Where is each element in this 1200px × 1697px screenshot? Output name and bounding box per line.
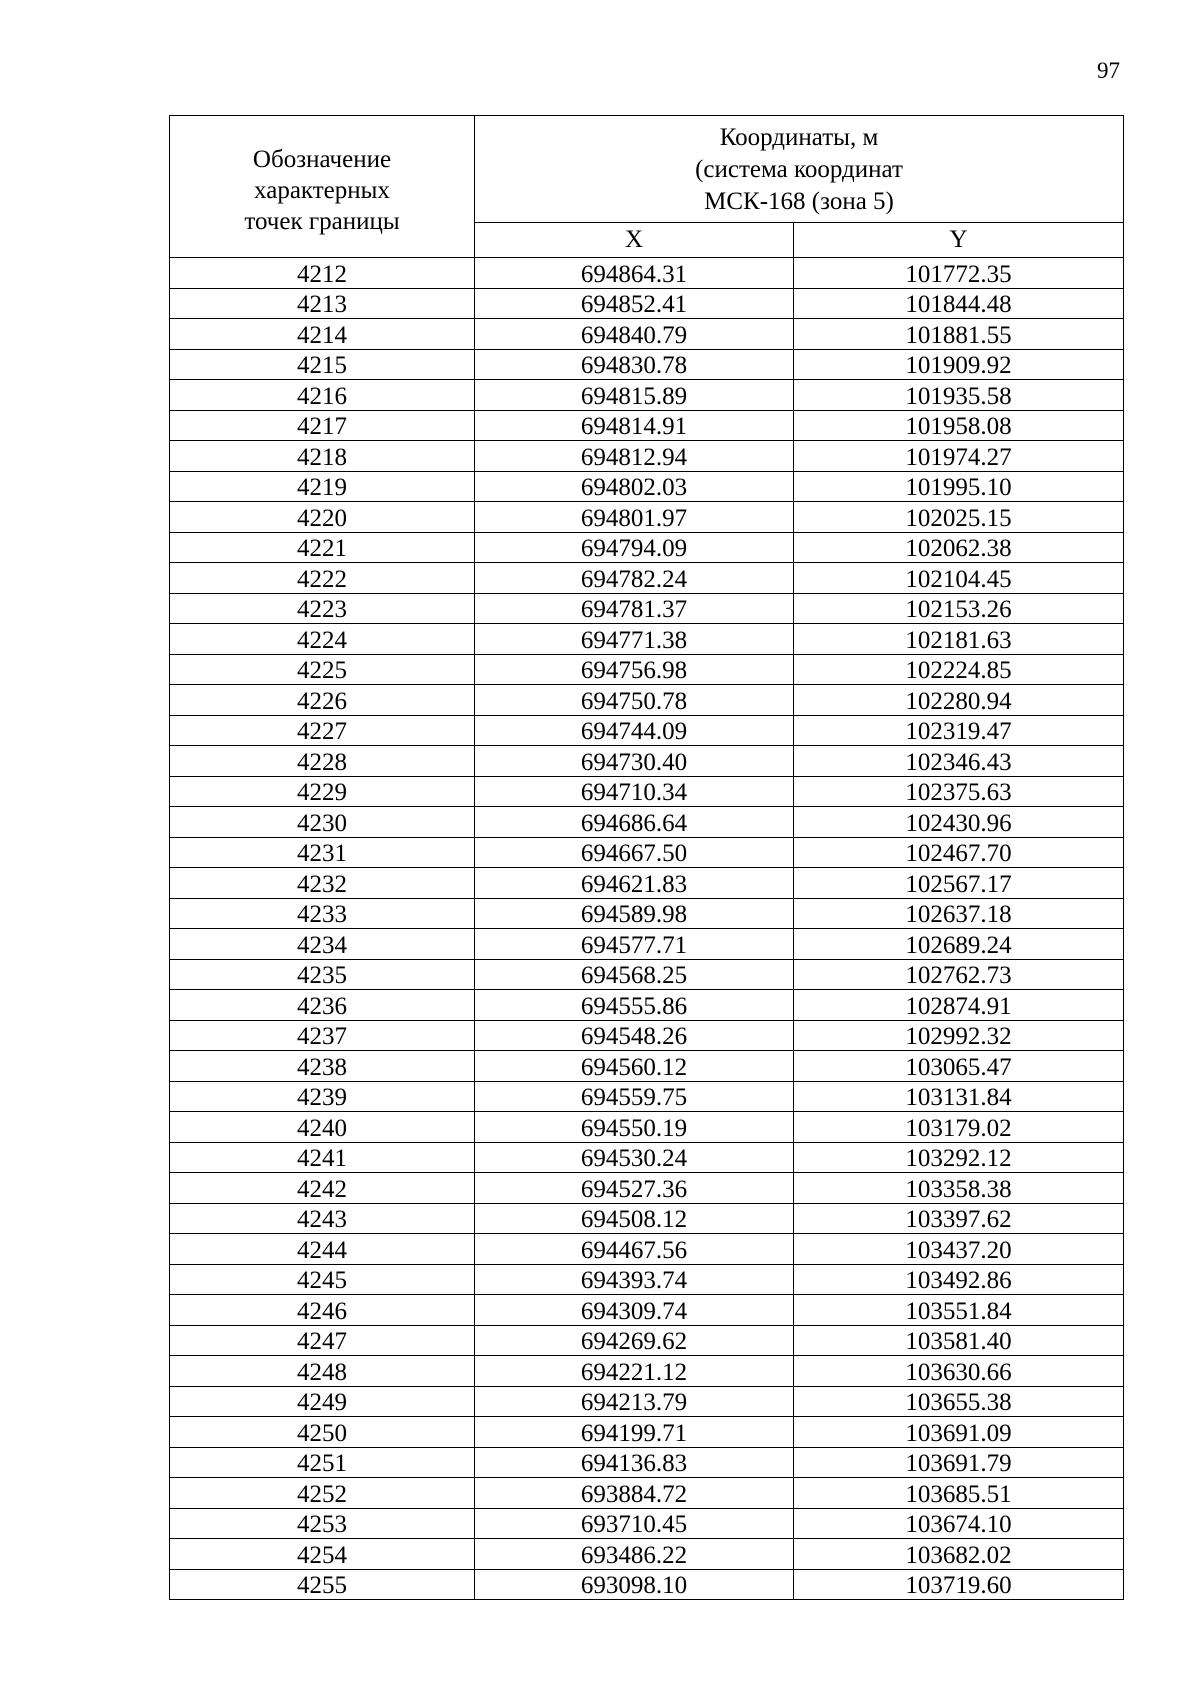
y-cell: 103719.60 xyxy=(794,1569,1124,1600)
point-cell: 4222 xyxy=(170,563,475,594)
table-row xyxy=(170,898,1124,929)
table-row xyxy=(170,1417,1124,1448)
table-row xyxy=(170,1081,1124,1112)
point-cell: 4225 xyxy=(170,654,475,685)
table-row xyxy=(170,1447,1124,1478)
table-row xyxy=(170,807,1124,838)
x-cell: 694830.78 xyxy=(475,349,794,380)
table-row xyxy=(170,380,1124,411)
table-header xyxy=(170,116,1124,258)
y-cell: 103551.84 xyxy=(794,1295,1124,1326)
y-cell: 102430.96 xyxy=(794,807,1124,838)
x-cell: 694864.31 xyxy=(475,258,794,289)
point-cell: 4239 xyxy=(170,1081,475,1112)
y-cell: 101844.48 xyxy=(794,288,1124,319)
table-row xyxy=(170,1142,1124,1173)
x-cell: 694548.26 xyxy=(475,1020,794,1051)
point-cell: 4223 xyxy=(170,593,475,624)
coordinates-table xyxy=(169,115,1124,1600)
x-cell: 694508.12 xyxy=(475,1203,794,1234)
point-cell: 4250 xyxy=(170,1417,475,1448)
point-cell: 4227 xyxy=(170,715,475,746)
y-cell: 103674.10 xyxy=(794,1508,1124,1539)
table-row xyxy=(170,746,1124,777)
y-cell: 101995.10 xyxy=(794,471,1124,502)
x-cell: 693098.10 xyxy=(475,1569,794,1600)
y-cell: 103691.09 xyxy=(794,1417,1124,1448)
point-cell: 4247 xyxy=(170,1325,475,1356)
y-cell: 102992.32 xyxy=(794,1020,1124,1051)
y-cell: 103682.02 xyxy=(794,1539,1124,1570)
point-cell: 4220 xyxy=(170,502,475,533)
point-cell: 4251 xyxy=(170,1447,475,1478)
y-cell: 102181.63 xyxy=(794,624,1124,655)
header-coordinates-line: МСК-168 (зона 5) xyxy=(704,188,894,215)
y-cell: 102467.70 xyxy=(794,837,1124,868)
x-cell: 694812.94 xyxy=(475,441,794,472)
header-coordinates-line: Координаты, м xyxy=(719,124,879,151)
point-cell: 4253 xyxy=(170,1508,475,1539)
point-cell: 4232 xyxy=(170,868,475,899)
point-cell: 4233 xyxy=(170,898,475,929)
table-row xyxy=(170,593,1124,624)
table-row xyxy=(170,1173,1124,1204)
x-cell: 694213.79 xyxy=(475,1386,794,1417)
y-cell: 102224.85 xyxy=(794,654,1124,685)
y-cell: 103179.02 xyxy=(794,1112,1124,1143)
x-cell: 694840.79 xyxy=(475,319,794,350)
point-cell: 4243 xyxy=(170,1203,475,1234)
y-cell: 103292.12 xyxy=(794,1142,1124,1173)
point-cell: 4212 xyxy=(170,258,475,289)
y-cell: 102567.17 xyxy=(794,868,1124,899)
table-row xyxy=(170,837,1124,868)
table-row xyxy=(170,258,1124,289)
y-cell: 102346.43 xyxy=(794,746,1124,777)
table-row xyxy=(170,563,1124,594)
x-cell: 694667.50 xyxy=(475,837,794,868)
y-cell: 103437.20 xyxy=(794,1234,1124,1265)
point-cell: 4245 xyxy=(170,1264,475,1295)
point-cell: 4224 xyxy=(170,624,475,655)
table-row xyxy=(170,288,1124,319)
table-row xyxy=(170,1325,1124,1356)
point-cell: 4235 xyxy=(170,959,475,990)
table-row xyxy=(170,1234,1124,1265)
table-row xyxy=(170,1203,1124,1234)
x-cell: 694309.74 xyxy=(475,1295,794,1326)
y-cell: 102319.47 xyxy=(794,715,1124,746)
x-cell: 693884.72 xyxy=(475,1478,794,1509)
x-cell: 694794.09 xyxy=(475,532,794,563)
table-row xyxy=(170,502,1124,533)
header-designation-line: точек границы xyxy=(244,208,400,235)
y-cell: 103581.40 xyxy=(794,1325,1124,1356)
x-cell: 694781.37 xyxy=(475,593,794,624)
table-row xyxy=(170,1356,1124,1387)
y-cell: 102280.94 xyxy=(794,685,1124,716)
y-cell: 101881.55 xyxy=(794,319,1124,350)
point-cell: 4213 xyxy=(170,288,475,319)
y-cell: 101909.92 xyxy=(794,349,1124,380)
header-coordinates xyxy=(475,116,1124,223)
point-cell: 4241 xyxy=(170,1142,475,1173)
x-cell: 694530.24 xyxy=(475,1142,794,1173)
header-designation-line: Обозначение xyxy=(252,146,392,173)
x-cell: 694199.71 xyxy=(475,1417,794,1448)
header-coordinates-line: (система координат xyxy=(695,156,903,183)
header-designation xyxy=(170,116,475,258)
y-cell: 103131.84 xyxy=(794,1081,1124,1112)
y-cell: 103630.66 xyxy=(794,1356,1124,1387)
table-row xyxy=(170,319,1124,350)
point-cell: 4238 xyxy=(170,1051,475,1082)
point-cell: 4234 xyxy=(170,929,475,960)
table-row xyxy=(170,1478,1124,1509)
x-cell: 694559.75 xyxy=(475,1081,794,1112)
table-row xyxy=(170,654,1124,685)
point-cell: 4255 xyxy=(170,1569,475,1600)
table-row xyxy=(170,1386,1124,1417)
point-cell: 4249 xyxy=(170,1386,475,1417)
x-cell: 694730.40 xyxy=(475,746,794,777)
table-row xyxy=(170,685,1124,716)
x-cell: 694589.98 xyxy=(475,898,794,929)
point-cell: 4237 xyxy=(170,1020,475,1051)
x-cell: 694577.71 xyxy=(475,929,794,960)
y-cell: 103685.51 xyxy=(794,1478,1124,1509)
table-row xyxy=(170,990,1124,1021)
x-cell: 694467.56 xyxy=(475,1234,794,1265)
table-row xyxy=(170,532,1124,563)
x-cell: 694568.25 xyxy=(475,959,794,990)
y-cell: 101935.58 xyxy=(794,380,1124,411)
y-cell: 101772.35 xyxy=(794,258,1124,289)
point-cell: 4248 xyxy=(170,1356,475,1387)
table-row xyxy=(170,1508,1124,1539)
y-cell: 102874.91 xyxy=(794,990,1124,1021)
x-cell: 694555.86 xyxy=(475,990,794,1021)
y-cell: 103655.38 xyxy=(794,1386,1124,1417)
x-cell: 694771.38 xyxy=(475,624,794,655)
x-cell: 694744.09 xyxy=(475,715,794,746)
header-y: Y xyxy=(794,223,1124,258)
table-row xyxy=(170,959,1124,990)
table-row xyxy=(170,1020,1124,1051)
y-cell: 102062.38 xyxy=(794,532,1124,563)
y-cell: 101974.27 xyxy=(794,441,1124,472)
y-cell: 102689.24 xyxy=(794,929,1124,960)
x-cell: 693486.22 xyxy=(475,1539,794,1570)
point-cell: 4254 xyxy=(170,1539,475,1570)
y-cell: 103065.47 xyxy=(794,1051,1124,1082)
x-cell: 694527.36 xyxy=(475,1173,794,1204)
point-cell: 4226 xyxy=(170,685,475,716)
table-row xyxy=(170,471,1124,502)
header-designation-line: характерных xyxy=(254,177,390,204)
point-cell: 4236 xyxy=(170,990,475,1021)
x-cell: 693710.45 xyxy=(475,1508,794,1539)
x-cell: 694136.83 xyxy=(475,1447,794,1478)
point-cell: 4218 xyxy=(170,441,475,472)
y-cell: 103691.79 xyxy=(794,1447,1124,1478)
table-body xyxy=(170,258,1124,1600)
table-row xyxy=(170,1051,1124,1082)
x-cell: 694801.97 xyxy=(475,502,794,533)
point-cell: 4216 xyxy=(170,380,475,411)
point-cell: 4240 xyxy=(170,1112,475,1143)
point-cell: 4246 xyxy=(170,1295,475,1326)
table-row xyxy=(170,1569,1124,1600)
point-cell: 4217 xyxy=(170,410,475,441)
point-cell: 4244 xyxy=(170,1234,475,1265)
y-cell: 103397.62 xyxy=(794,1203,1124,1234)
y-cell: 102375.63 xyxy=(794,776,1124,807)
x-cell: 694756.98 xyxy=(475,654,794,685)
point-cell: 4221 xyxy=(170,532,475,563)
point-cell: 4215 xyxy=(170,349,475,380)
point-cell: 4231 xyxy=(170,837,475,868)
table-row xyxy=(170,1264,1124,1295)
x-cell: 694686.64 xyxy=(475,807,794,838)
table-row xyxy=(170,410,1124,441)
y-cell: 102153.26 xyxy=(794,593,1124,624)
x-cell: 694814.91 xyxy=(475,410,794,441)
point-cell: 4219 xyxy=(170,471,475,502)
x-cell: 694550.19 xyxy=(475,1112,794,1143)
table-row xyxy=(170,715,1124,746)
x-cell: 694710.34 xyxy=(475,776,794,807)
table-row xyxy=(170,1539,1124,1570)
point-cell: 4252 xyxy=(170,1478,475,1509)
y-cell: 102762.73 xyxy=(794,959,1124,990)
table-row xyxy=(170,1112,1124,1143)
y-cell: 102104.45 xyxy=(794,563,1124,594)
y-cell: 103358.38 xyxy=(794,1173,1124,1204)
page-number: 97 xyxy=(1097,58,1120,83)
y-cell: 102637.18 xyxy=(794,898,1124,929)
point-cell: 4228 xyxy=(170,746,475,777)
y-cell: 101958.08 xyxy=(794,410,1124,441)
point-cell: 4214 xyxy=(170,319,475,350)
point-cell: 4230 xyxy=(170,807,475,838)
y-cell: 103492.86 xyxy=(794,1264,1124,1295)
x-cell: 694802.03 xyxy=(475,471,794,502)
y-cell: 102025.15 xyxy=(794,502,1124,533)
x-cell: 694852.41 xyxy=(475,288,794,319)
x-cell: 694750.78 xyxy=(475,685,794,716)
x-cell: 694621.83 xyxy=(475,868,794,899)
table-row xyxy=(170,624,1124,655)
table-row xyxy=(170,1295,1124,1326)
x-cell: 694221.12 xyxy=(475,1356,794,1387)
header-x: X xyxy=(475,223,794,258)
point-cell: 4242 xyxy=(170,1173,475,1204)
x-cell: 694782.24 xyxy=(475,563,794,594)
table-row xyxy=(170,349,1124,380)
table-row xyxy=(170,868,1124,899)
x-cell: 694269.62 xyxy=(475,1325,794,1356)
table-row xyxy=(170,776,1124,807)
x-cell: 694815.89 xyxy=(475,380,794,411)
x-cell: 694393.74 xyxy=(475,1264,794,1295)
table-row xyxy=(170,441,1124,472)
point-cell: 4229 xyxy=(170,776,475,807)
x-cell: 694560.12 xyxy=(475,1051,794,1082)
table-row xyxy=(170,929,1124,960)
